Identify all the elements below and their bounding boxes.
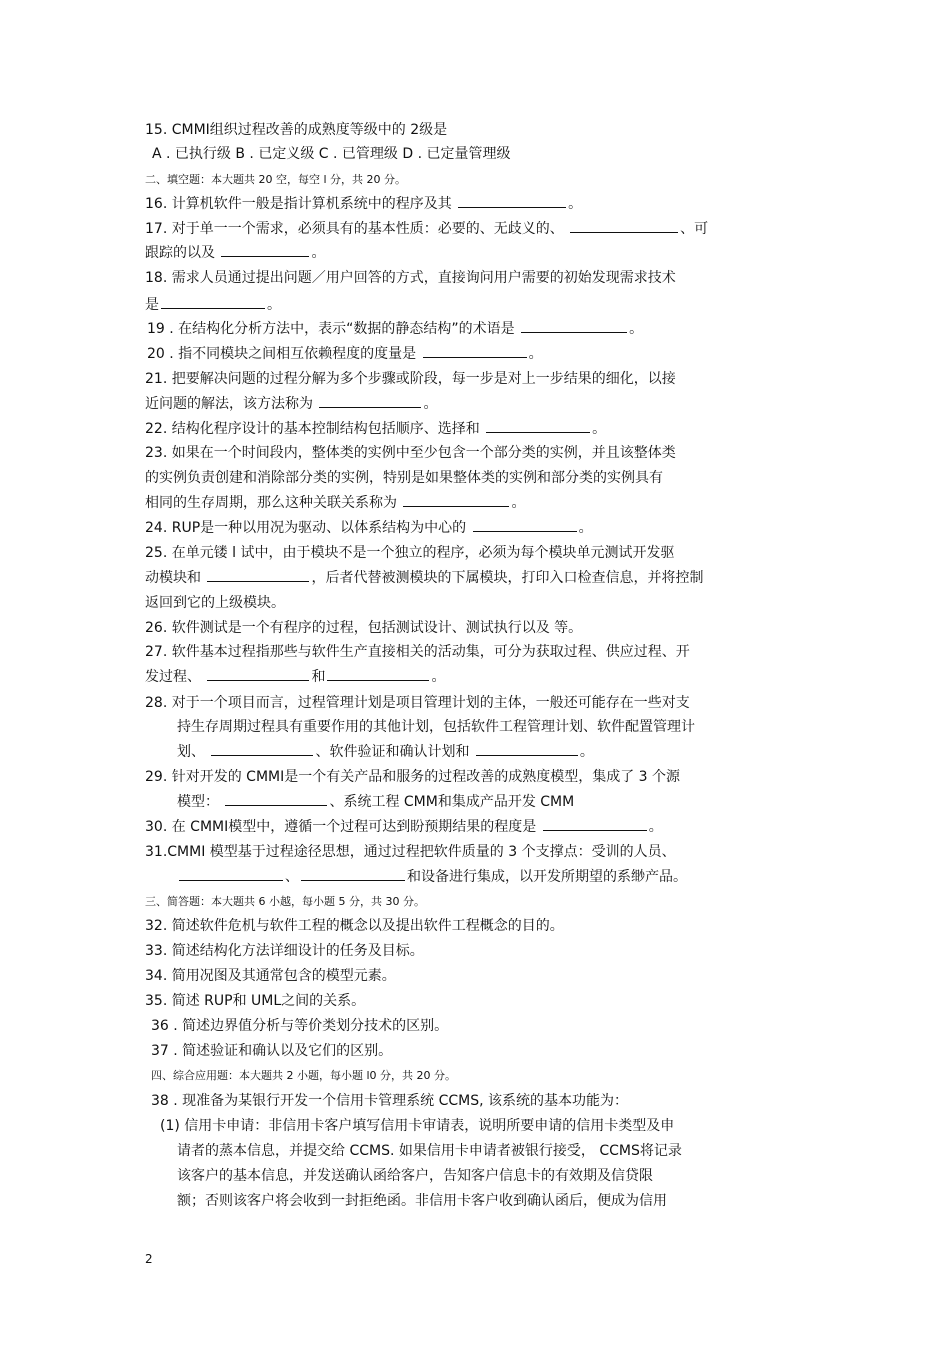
line-text: 四、综合应用题：本大题共 2 小题，每小题 l0 分，共 20 分。 <box>151 1069 457 1082</box>
answer-blank <box>161 296 265 309</box>
line-text: 27. 软件基本过程指那些与软件生产直接相关的活动集，可分为获取过程、供应过程、开 <box>145 644 690 660</box>
line-text: 22. 结构化程序设计的基本控制结构包括顺序、选择和 <box>145 421 485 437</box>
line-text: 额；否则该客户将会收到一封拒绝函。非信用卡客户收到确认函后，便成为信用 <box>177 1193 667 1209</box>
line-text: 21. 把要解决问题的过程分解为多个步骤或阶段，每一步是对上一步结果的细化，以接 <box>145 371 676 387</box>
answer-blank <box>179 868 283 881</box>
line-text: A . 已执行级 B . 已定义级 C . 已管理级 D . 已定量管理级 <box>152 146 511 162</box>
text-line <box>145 269 676 287</box>
text-line <box>145 643 690 661</box>
line-text: 划、 <box>177 744 210 760</box>
line-text: 相同的生存周期，那么这种关联关系称为 <box>145 495 402 511</box>
line-text: 30. 在 CMMI模型中，遵循一个过程可达到盼预期结果的程度是 <box>145 819 541 835</box>
line-text: 28. 对于一个项目而言，过程管理计划是项目管理计划的主体，一般还可能存在一些对支 <box>145 695 690 711</box>
text-line <box>145 244 325 262</box>
line-text: 。 <box>431 669 446 685</box>
line-text: 38 . 现准备为某银行开发一个信用卡管理系统 CCMS, 该系统的基本功能为： <box>151 1093 629 1109</box>
line-text: 近问题的解法，该方法称为 <box>145 396 318 412</box>
text-line <box>177 868 687 886</box>
text-line <box>151 1017 448 1035</box>
text-line <box>147 345 543 363</box>
answer-blank <box>211 743 313 756</box>
answer-blank <box>473 519 577 532</box>
text-line <box>151 1092 628 1110</box>
text-line <box>145 569 703 587</box>
line-text: 。 <box>578 520 593 536</box>
line-text: 。 <box>579 744 594 760</box>
answer-blank <box>221 244 309 257</box>
answer-blank <box>570 220 678 233</box>
line-text: 的实例负责创建和消除部分类的实例，特别是如果整体类的实例和部分类的实例具有 <box>145 470 663 486</box>
text-line <box>145 395 437 413</box>
text-line <box>152 145 511 163</box>
line-text: 36 . 简述边界值分析与等价类划分技术的区别。 <box>151 1018 449 1034</box>
text-line <box>145 420 606 438</box>
line-text: 持生存周期过程具有重要作用的其他计划，包括软件工程管理计划、软件配置管理计 <box>177 719 695 735</box>
line-text: 25. 在单元镂 l 试中，由于模块不是一个独立的程序，必须为每个模块单元测试开发驱 <box>145 545 675 561</box>
text-line <box>145 121 447 139</box>
line-text: 。 <box>311 245 326 261</box>
line-text: 31.CMMI 模型基于过程途径思想，通过过程把软件质量的 3 个支撑点：受训的人员、 <box>145 844 676 860</box>
answer-blank <box>301 868 405 881</box>
line-text: 跟踪的以及 <box>145 245 220 261</box>
text-line <box>160 1117 674 1135</box>
line-text: 。 <box>592 421 607 437</box>
text-line <box>145 370 676 388</box>
text-line <box>177 743 594 761</box>
line-text: 。 <box>528 346 543 362</box>
line-text: 。 <box>423 396 438 412</box>
text-line <box>145 594 285 612</box>
text-line <box>177 1142 682 1160</box>
line-text: 34. 简用况图及其通常包含的模型元素。 <box>145 968 396 984</box>
text-line <box>145 668 445 686</box>
text-line <box>145 917 564 935</box>
line-text: 19 . 在结构化分析方法中，表示“数据的静态结构”的术语是 <box>147 321 520 337</box>
line-text: 。 <box>648 819 663 835</box>
line-text: 29. 针对开发的 CMMI是一个有关产品和服务的过程改善的成熟度模型，集成了 3 个源 <box>145 769 681 785</box>
line-text: (1) 信用卡申请：非信用卡客户填写信用卡审请表，说明所要申请的信用卡类型及申 <box>160 1118 675 1134</box>
answer-blank <box>423 345 527 358</box>
text-line <box>145 296 281 314</box>
text-line <box>177 718 695 736</box>
line-text: 16. 计算机软件一般是指计算机系统中的程序及其 <box>145 196 457 212</box>
line-text: 。 <box>267 297 281 313</box>
line-text: 15. CMMI组织过程改善的成熟度等级中的 2级是 <box>145 122 448 138</box>
text-line <box>145 694 690 712</box>
line-text: 。 <box>568 196 583 212</box>
section-heading <box>151 1067 456 1085</box>
text-line <box>145 444 676 462</box>
text-line <box>145 469 663 487</box>
line-text: 模型： <box>177 794 224 810</box>
text-line <box>145 220 708 238</box>
text-line <box>177 1192 667 1210</box>
text-line <box>177 1167 653 1185</box>
answer-blank <box>207 569 309 582</box>
answer-blank <box>319 395 421 408</box>
section-heading <box>145 171 406 189</box>
text-line <box>145 843 676 861</box>
line-text: 三、简答题：本大题共 6 小越，每小题 5 分，共 30 分。 <box>145 895 425 908</box>
line-text: 24. RUP是一种以用况为驱动、以体系结构为中心的 <box>145 520 471 536</box>
line-text: 33. 简述结构化方法详细设计的任务及目标。 <box>145 943 424 959</box>
text-line <box>145 768 680 786</box>
line-text: 17. 对于单一一个需求，必须具有的基本性质：必要的、无歧义的、 <box>145 221 569 237</box>
answer-blank <box>327 668 429 681</box>
line-text: 。 <box>629 321 644 337</box>
text-line <box>145 818 663 836</box>
text-line <box>145 967 396 985</box>
answer-blank <box>403 494 509 507</box>
text-line <box>145 544 675 562</box>
line-text: ，后者代替被测模块的下属模块，打印入口检查信息，并将控制 <box>311 570 704 586</box>
line-text: 动模块和 <box>145 570 206 586</box>
text-line <box>145 619 582 637</box>
line-text: 、 <box>285 869 299 885</box>
line-text: 37 . 简述验证和确认以及它们的区别。 <box>151 1043 393 1059</box>
page-number: 2 <box>145 1252 153 1266</box>
text-line <box>147 320 643 338</box>
text-line <box>145 519 593 537</box>
line-text: 、软件验证和确认计划和 <box>315 744 474 760</box>
text-line <box>145 195 582 213</box>
answer-blank <box>458 195 566 208</box>
line-text: 。 <box>511 495 526 511</box>
line-text: 、可 <box>680 221 709 237</box>
answer-blank <box>521 320 627 333</box>
line-text: 返回到它的上级模块。 <box>145 595 285 611</box>
line-text: 23. 如果在一个时间段内，整体类的实例中至少包含一个部分类的实例，并且该整体类 <box>145 445 676 461</box>
line-text: 请者的蒸本信息，并提交给 CCMS. 如果信用卡申请者被银行接受， CCMS将记录 <box>177 1143 682 1159</box>
section-heading <box>145 893 425 911</box>
text-line <box>177 793 574 811</box>
line-text: 32. 简述软件危机与软件工程的概念以及提出软件工程概念的目的。 <box>145 918 564 934</box>
answer-blank <box>207 668 309 681</box>
line-text: 26. 软件测试是一个有程序的过程，包括测试设计、测试执行以及 等。 <box>145 620 583 636</box>
answer-blank <box>225 793 327 806</box>
text-line <box>145 494 525 512</box>
line-text: 和设备进行集成，以开发所期望的系缈产品。 <box>407 869 687 885</box>
line-text: 35. 简述 RUP和 UML之间的关系。 <box>145 993 366 1009</box>
line-text: 是 <box>145 297 159 313</box>
text-line <box>145 992 365 1010</box>
answer-blank <box>543 818 647 831</box>
line-text: 20 . 指不同模块之间相互依赖程度的度量是 <box>147 346 421 362</box>
line-text: 该客户的基本信息，并发送确认函给客户，告知客户信息卡的有效期及信贷限 <box>177 1168 653 1184</box>
line-text: 和 <box>311 669 326 685</box>
line-text: 18. 需求人员通过提出问题／用户回答的方式，直接询问用户需要的初始发现需求技术 <box>145 270 676 286</box>
line-text: 二、填空题：本大题共 20 空，每空 l 分，共 20 分。 <box>145 173 407 186</box>
answer-blank <box>486 420 590 433</box>
line-text: 发过程、 <box>145 669 206 685</box>
text-line <box>151 1042 392 1060</box>
answer-blank <box>476 743 578 756</box>
line-text: 、系统工程 CMM和集成产品开发 CMM <box>329 794 575 810</box>
text-line <box>145 942 424 960</box>
